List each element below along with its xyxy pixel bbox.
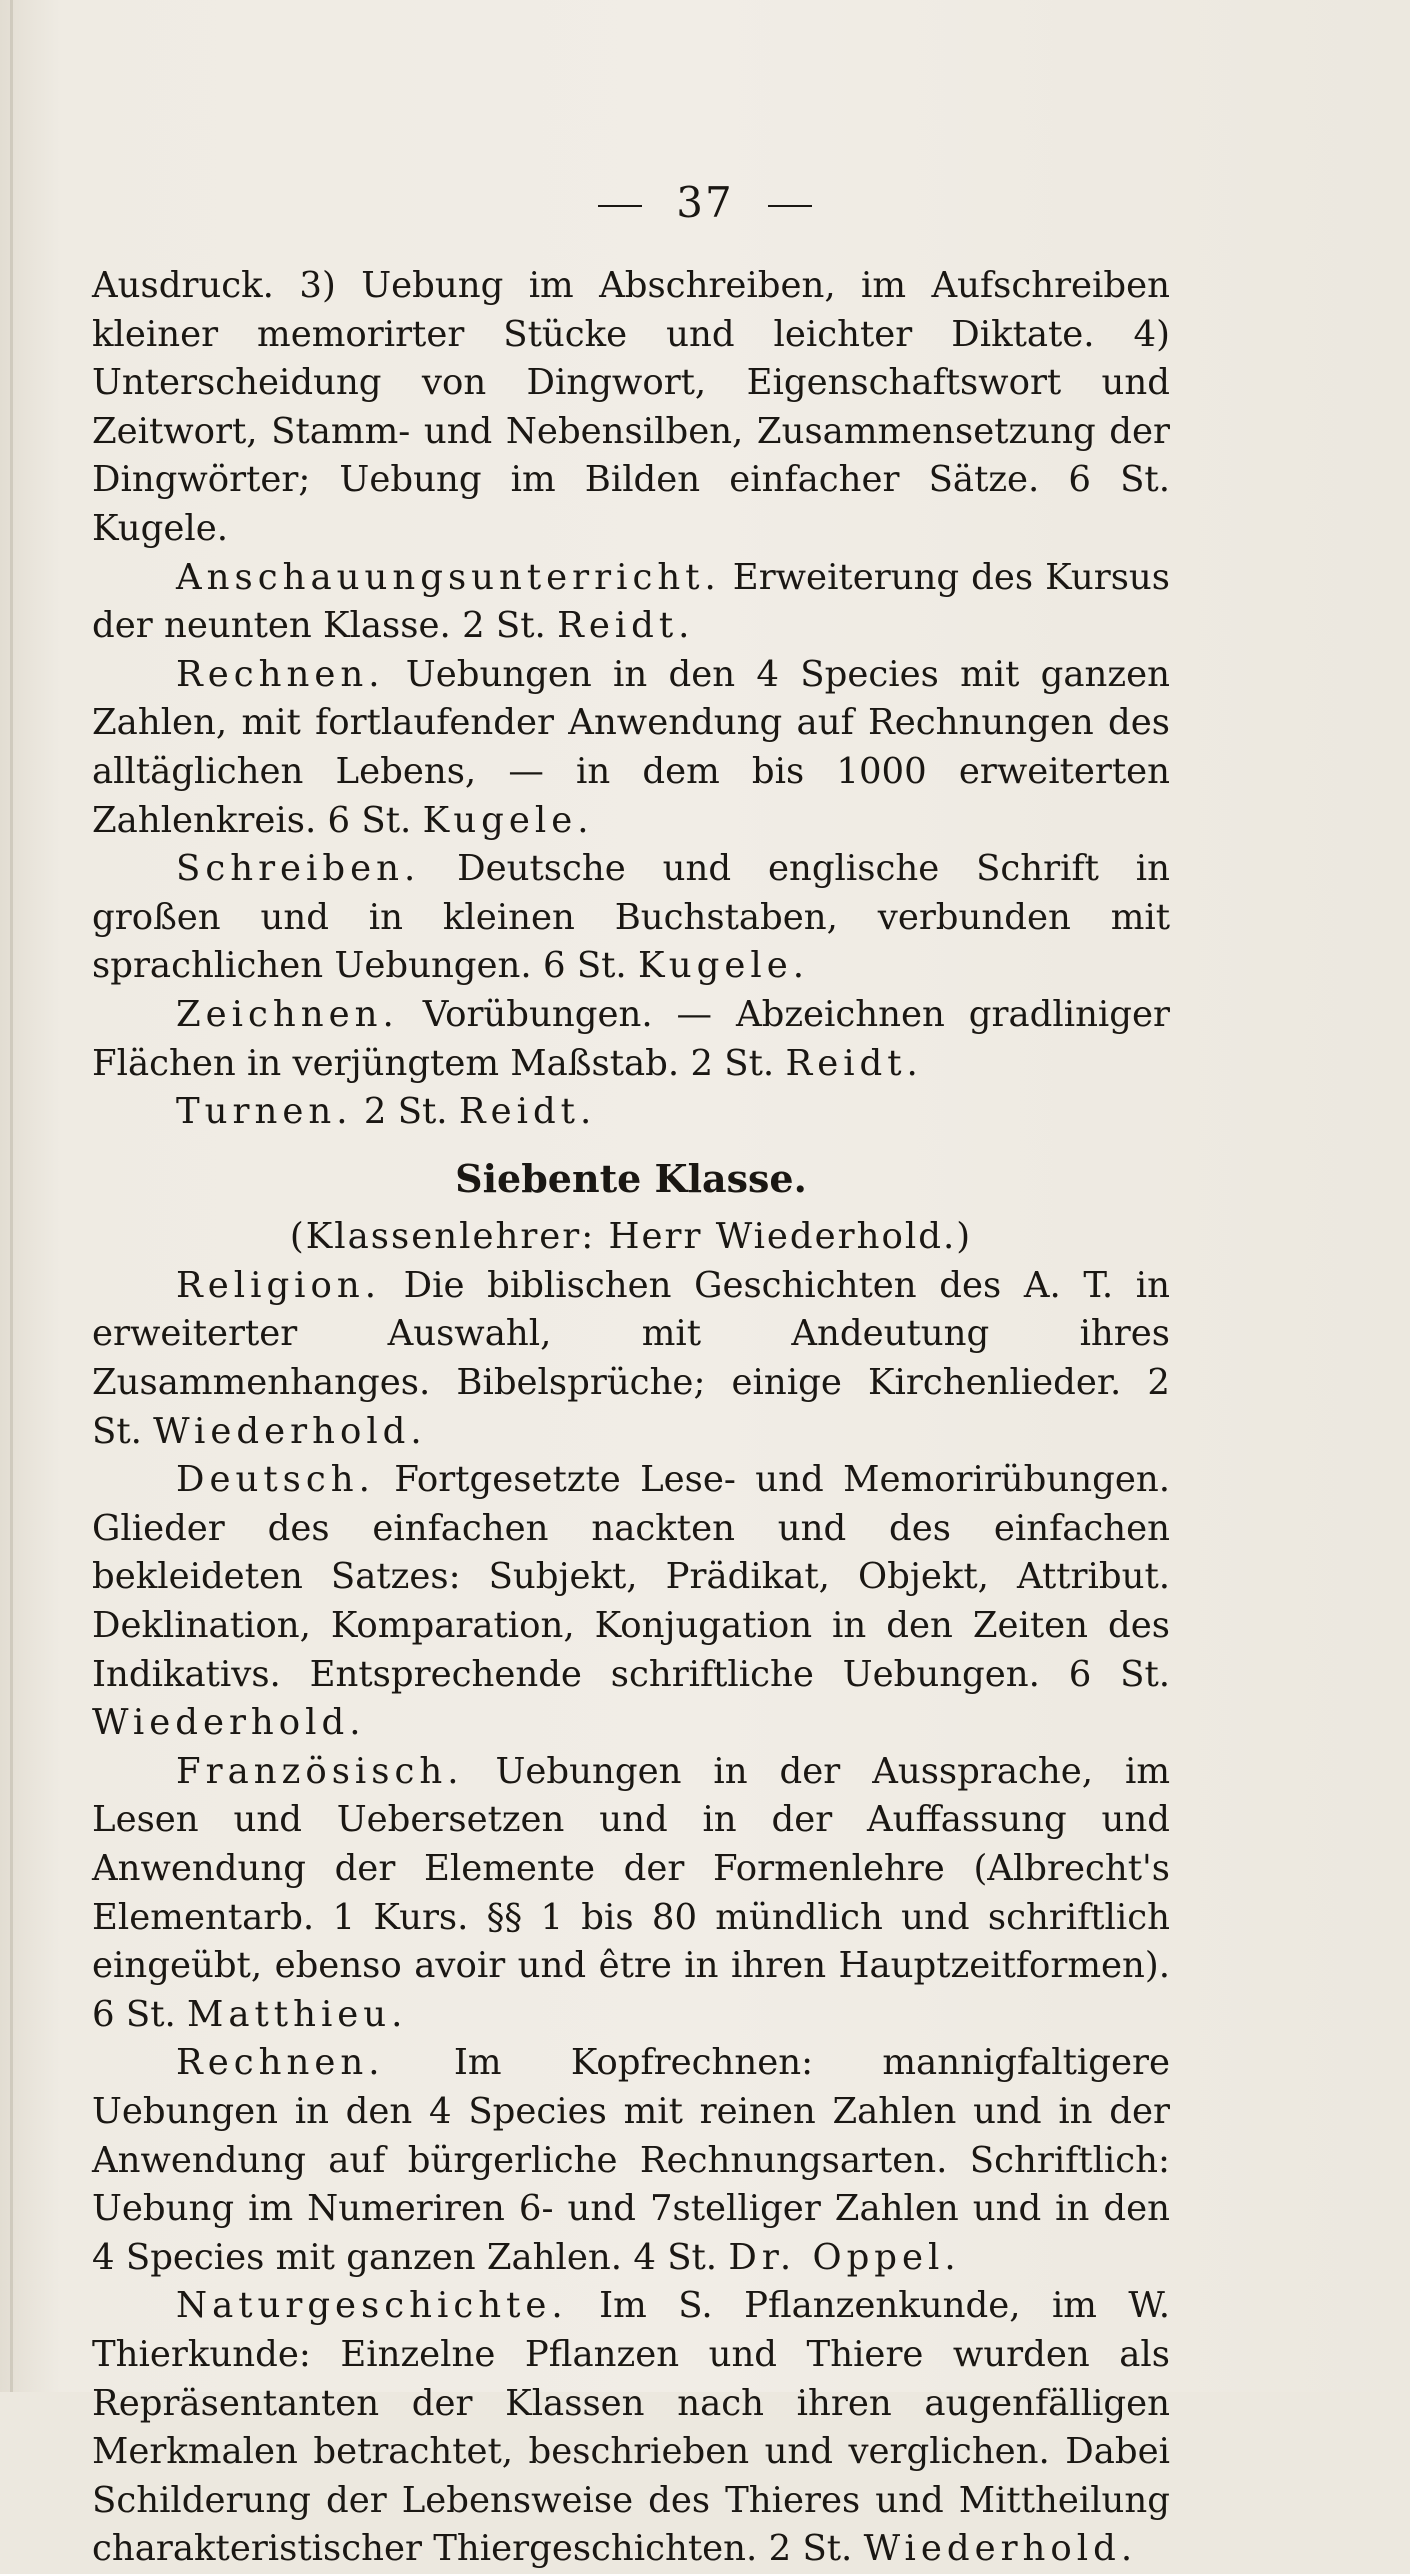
section-teacher: Reidt. xyxy=(458,1091,597,1133)
section-text: Erweiterung des Kursus der neunten Klasse. 2 St. xyxy=(92,556,1170,647)
section-teacher: Reidt. xyxy=(785,1042,923,1084)
header-dash-right xyxy=(768,205,812,207)
section-subject: Religion. xyxy=(176,1264,382,1306)
section-subject: Zeichnen. xyxy=(176,993,399,1035)
page-edge-shadow xyxy=(10,0,13,2392)
page-header xyxy=(0,178,1410,227)
section-rechnen-7 xyxy=(92,2039,1170,2282)
section-text: Deutsche und englische Schrift in großen und in kleinen Buchstaben, verbunden mit sprachlichen Uebungen. 6 St. xyxy=(92,848,1170,987)
section-teacher: Wiederhold. xyxy=(153,1410,427,1452)
section-franzoesisch xyxy=(92,1748,1170,2040)
section-religion xyxy=(92,1262,1170,1456)
section-subject: Schreiben. xyxy=(176,848,421,890)
section-schreiben xyxy=(92,845,1170,991)
section-subject: Turnen. xyxy=(176,1091,353,1133)
section-teacher: Dr. Oppel. xyxy=(728,2236,961,2278)
section-text: 2 St. xyxy=(352,1091,459,1133)
section-subject: Deutsch. xyxy=(176,1459,375,1501)
header-dash-left xyxy=(598,205,642,207)
section-subject: Naturgeschichte. xyxy=(176,2285,568,2327)
section-teacher: Wiederhold. xyxy=(863,2528,1138,2570)
section-text: Im S. Pflanzenkunde, im W. Thierkunde: Einzelne Pflanzen und Thiere wurden als Repräsentanten der Klassen nach ihren augenfälligen Merkmalen betrachtet, beschrieben und verglichen. Dabei Schilderung der Lebensweise des Thieres und Mittheilung charakteristischer Thiergeschichten. 2 St. xyxy=(92,2285,1170,2570)
section-deutsch xyxy=(92,1456,1170,1748)
paragraph-continuation: Ausdruck. 3) Uebung im Abschreiben, im Aufschreiben kleiner memorirter Stücke und leichter Diktate. 4) Unterscheidung von Dingwort, Eigenschaftswort und Zeitwort, Stamm- und Nebensilben, Zusammensetzung der Dingwörter; Uebung im Bilden einfacher Sätze. 6 St. Kugele. xyxy=(92,265,1170,549)
class-heading: Siebente Klasse. xyxy=(455,1155,807,1201)
page-number: 37 xyxy=(676,178,734,227)
body-text xyxy=(92,262,1170,2574)
section-text: Fortgesetzte Lese- und Memorirübungen. Glieder des einfachen nackten und des einfachen bekleideten Satzes: Subjekt, Prädikat, Objekt, Attribut. Deklination, Komparation, Konjugation in den Zeiten des Indikativs. Entsprechende schriftliche Uebungen. 6 St. xyxy=(92,1459,1170,1695)
section-text: Vorübungen. — Abzeichnen gradliniger Flächen in verjüngtem Maßstab. 2 St. xyxy=(92,993,1170,1084)
section-text: Uebungen in den 4 Species mit ganzen Zahlen, mit fortlaufender Anwendung auf Rechnungen des alltäglichen Lebens, — in dem bis 1000 erweiterten Zahlenkreis. 6 St. xyxy=(92,653,1170,841)
section-subject: Rechnen. xyxy=(176,653,385,695)
section-text: Im Kopfrechnen: mannigfaltigere Uebungen in den 4 Species mit reinen Zahlen und in der Anwendung auf bürgerliche Rechnungsarten. Schriftlich: Uebung im Numeriren 6- und 7stelliger Zahlen und in den 4 Species mit ganzen Zahlen. 4 St. xyxy=(92,2042,1170,2278)
section-teacher: Wiederhold. xyxy=(92,1702,366,1744)
section-turnen xyxy=(92,1088,1170,1137)
section-text: Die biblischen Geschichten des A. T. in erweiterter Auswahl, mit Andeutung ihres Zusammenhanges. Bibelsprüche; einige Kirchenlieder. 2 St. xyxy=(92,1264,1170,1452)
section-rechnen-8 xyxy=(92,651,1170,845)
section-teacher: Reidt. xyxy=(557,605,695,647)
section-teacher: Kugele. xyxy=(422,799,594,841)
section-subject: Französisch. xyxy=(176,1750,464,1792)
section-anschauungsunterricht xyxy=(92,554,1170,651)
section-text: Uebungen in der Aussprache, im Lesen und Uebersetzen und in der Auffassung und Anwendung der Elemente der Formenlehre (Albrecht's Elementarb. 1 Kurs. §§ 1 bis 80 mündlich und schriftlich eingeübt, ebenso avoir und être in ihren Hauptzeitformen). 6 St. xyxy=(92,1750,1170,2035)
class-teacher-line: (Klassenlehrer: Herr Wiederhold.) xyxy=(289,1216,973,1258)
section-subject: Anschauungsunterricht. xyxy=(176,556,721,598)
section-zeichnen xyxy=(92,991,1170,1088)
section-subject: Rechnen. xyxy=(176,2042,385,2084)
section-teacher: Kugele. xyxy=(638,945,810,987)
section-naturgeschichte xyxy=(92,2282,1170,2574)
section-teacher: Matthieu. xyxy=(187,1993,408,2035)
